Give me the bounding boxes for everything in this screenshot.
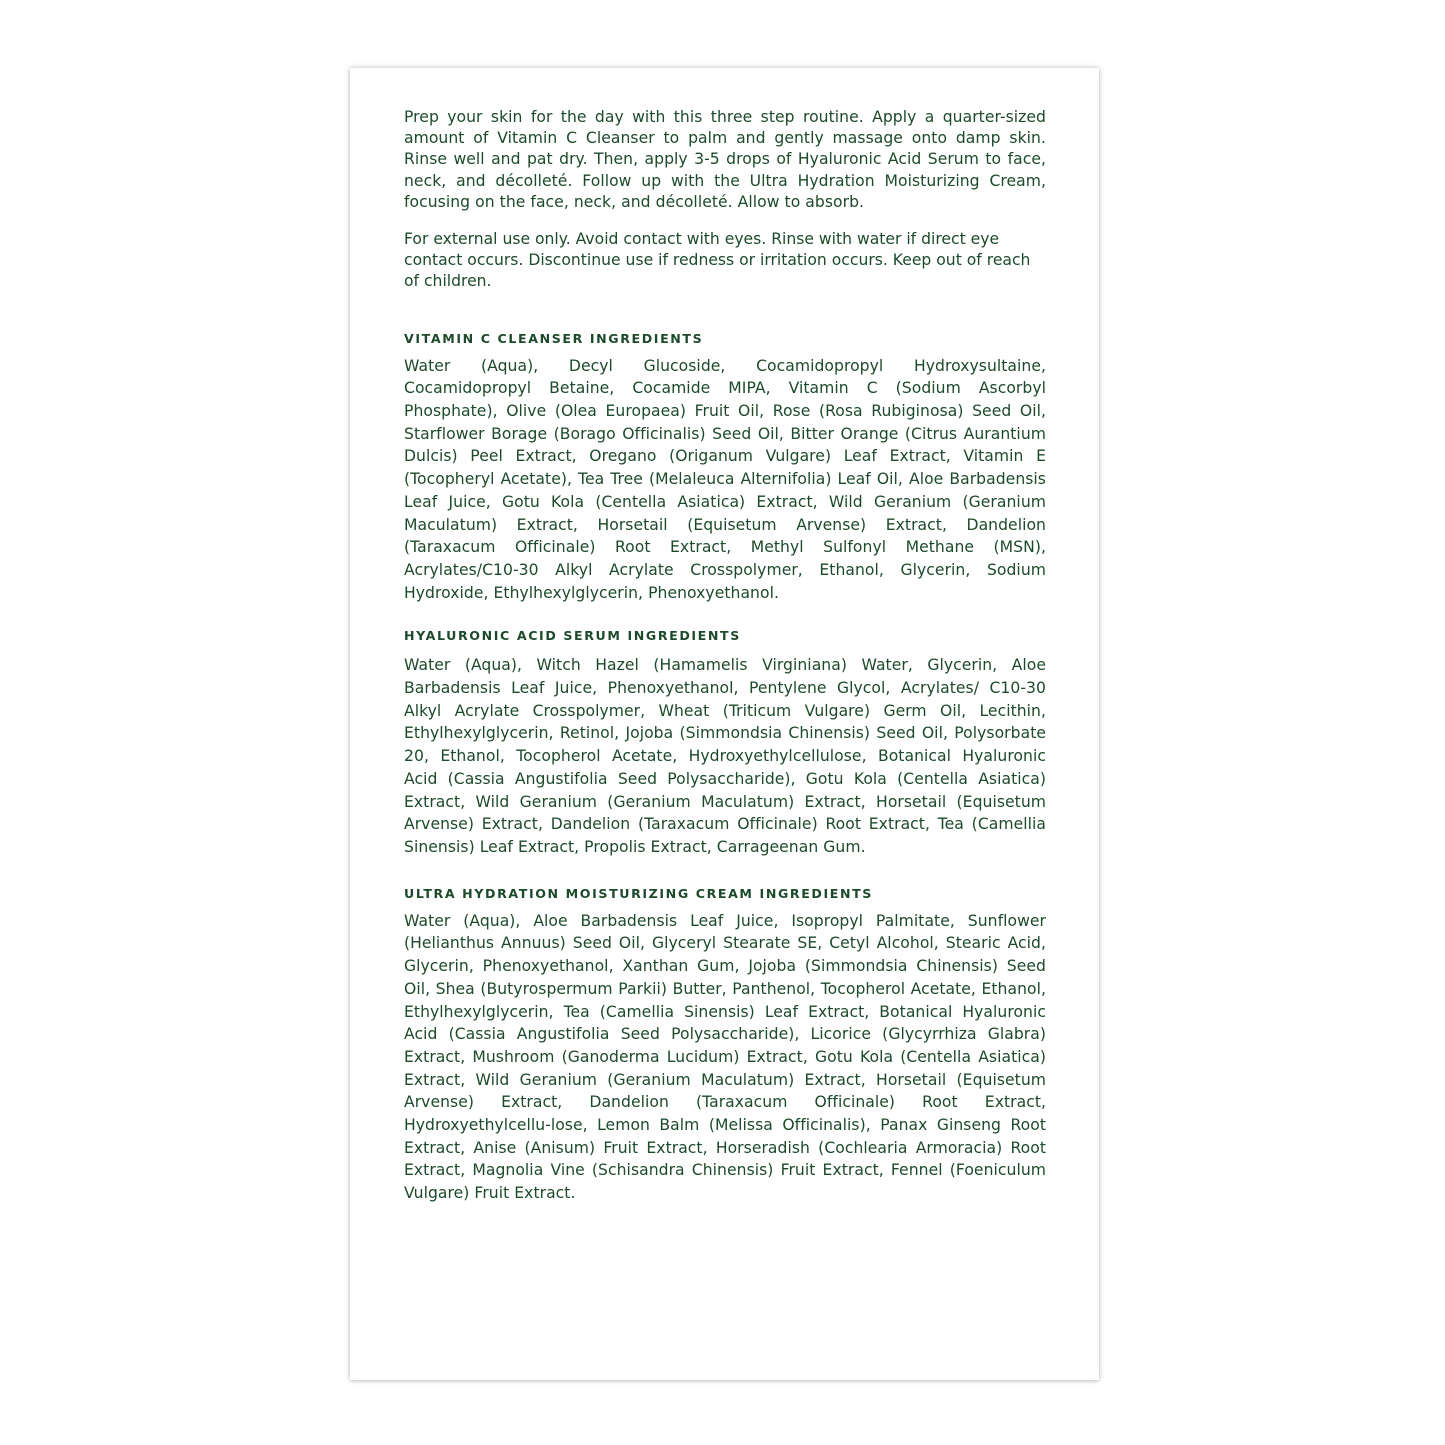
cream-ingredients-heading: ULTRA HYDRATION MOISTURIZING CREAM INGREDIENTS xyxy=(404,885,873,901)
serum-ingredients-heading: HYALURONIC ACID SERUM INGREDIENTS xyxy=(404,628,741,644)
cleanser-ingredients-list: Water (Aqua), Decyl Glucoside, Cocamidopropyl Hydroxysultaine, Cocamidopropyl Betaine, Cocamide MIPA, Vitamin C (Sodium Ascorbyl Phosphate), Olive (Olea Europaea) Fruit Oil, Rose (Rosa Rubiginosa) Seed Oil, Starflower Borage (Borago Officinalis) Seed Oil, Bitter Orange (Citrus Aurantium Dulcis) Peel Extract, Oregano (Origanum Vulgare) Leaf Extract, Vitamin E (Tocopheryl Acetate), Tea Tree (Melaleuca Alternifolia) Leaf Oil, Aloe Barbadensis Leaf Juice, Gotu Kola (Centella Asiatica) Extract, Wild Geranium (Geranium Maculatum) Extract, Horsetail (Equisetum Arvense) Extract, Dandelion (Taraxacum Officinale) Root Extract, Methyl Sulfonyl Methane (MSN), Acrylates/C10-30 Alkyl Acrylate Crosspolymer, Ethanol, Glycerin, Sodium Hydroxide, Ethylhexylglycerin, Phenoxyethanol. xyxy=(404,356,1046,602)
cleanser-ingredients-heading: VITAMIN C CLEANSER INGREDIENTS xyxy=(404,330,704,346)
label-card xyxy=(350,68,1099,1380)
label-content xyxy=(404,107,1046,1205)
warning-text: For external use only. Avoid contact with eyes. Rinse with water if direct eye contact occurs. Discontinue use if redness or irritation occurs. Keep out of reach of children. xyxy=(404,230,1031,291)
serum-ingredients-list: Water (Aqua), Witch Hazel (Hamamelis Virginiana) Water, Glycerin, Aloe Barbadensis Leaf Juice, Phenoxyethanol, Pentylene Glycol, Acrylates/ C10-30 Alkyl Acrylate Crosspolymer, Wheat (Triticum Vulgare) Germ Oil, Lecithin, Ethylhexylglycerin, Retinol, Jojoba (Simmondsia Chinensis) Seed Oil, Polysorbate 20, Ethanol, Tocopherol Acetate, Hydroxyethylcellulose, Botanical Hyaluronic Acid (Cassia Angustifolia Seed Polysaccharide), Gotu Kola (Centella Asiatica) Extract, Wild Geranium (Geranium Maculatum) Extract, Horsetail (Equisetum Arvense) Extract, Dandelion (Taraxacum Officinale) Root Extract, Tea (Camellia Sinensis) Leaf Extract, Propolis Extract, Carrageenan Gum. xyxy=(404,656,1046,856)
directions-text: Prep your skin for the day with this three step routine. Apply a quarter-sized amount of Vitamin C Cleanser to palm and gently massage onto damp skin. Rinse well and pat dry. Then, apply 3-5 drops of Hyaluronic Acid Serum to face, neck, and décolleté. Follow up with the Ultra Hydration Moisturizing Cream, focusing on the face, neck, and décolleté. Allow to absorb. xyxy=(404,108,1046,211)
cream-ingredients-list: Water (Aqua), Aloe Barbadensis Leaf Juice, Isopropyl Palmitate, Sunflower (Helianthus Annuus) Seed Oil, Glyceryl Stearate SE, Cetyl Alcohol, Stearic Acid, Glycerin, Phenoxyethanol, Xanthan Gum, Jojoba (Simmondsia Chinensis) Seed Oil, Shea (Butyrospermum Parkii) Butter, Panthenol, Tocopherol Acetate, Ethanol, Ethylhexylglycerin, Tea (Camellia Sinensis) Leaf Extract, Botanical Hyaluronic Acid (Cassia Angustifolia Seed Polysaccharide), Licorice (Glycyrrhiza Glabra) Extract, Mushroom (Ganoderma Lucidum) Extract, Gotu Kola (Centella Asiatica) Extract, Wild Geranium (Geranium Maculatum) Extract, Horsetail (Equisetum Arvense) Extract, Dandelion (Taraxacum Officinale) Root Extract, Hydroxyethylcellu-lose, Lemon Balm (Melissa Officinalis), Panax Ginseng Root Extract, Anise (Anisum) Fruit Extract, Horseradish (Cochlearia Armoracia) Root Extract, Magnolia Vine (Schisandra Chinensis) Fruit Extract, Fennel (Foeniculum Vulgare) Fruit Extract. xyxy=(404,911,1046,1203)
